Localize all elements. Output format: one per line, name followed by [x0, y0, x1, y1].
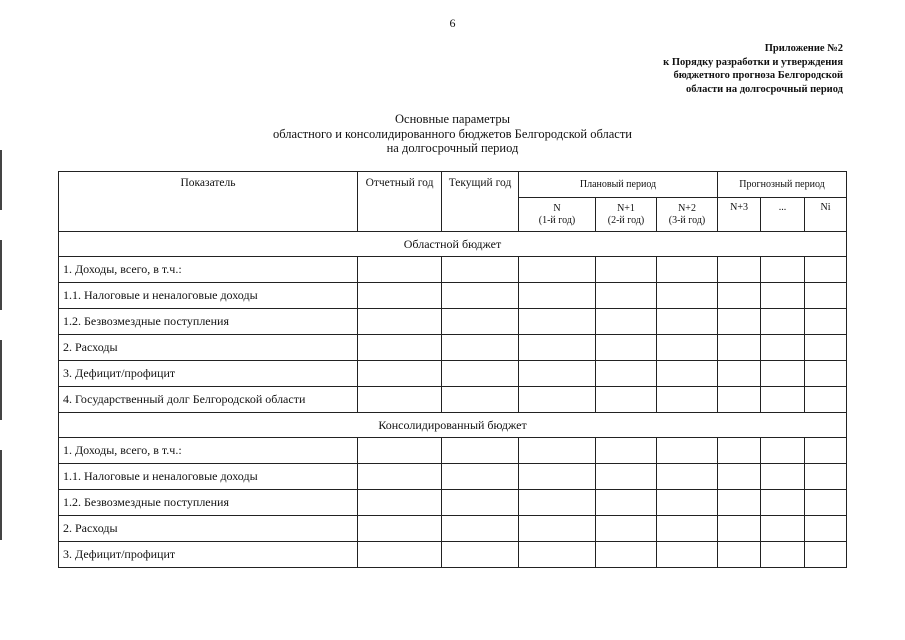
row-label: 3. Дефицит/профицит — [59, 542, 358, 568]
row-label: 1.2. Безвозмездные поступления — [59, 309, 358, 335]
section-regional-budget: Областной бюджет — [59, 232, 847, 257]
header-year-label: N+1 — [617, 202, 635, 214]
row-label: 1.2. Безвозмездные поступления — [59, 490, 358, 516]
table-row — [59, 490, 847, 516]
table-row — [59, 257, 847, 283]
table-row — [59, 335, 847, 361]
section-consolidated-budget: Консолидированный бюджет — [59, 413, 847, 438]
appendix-line: Приложение №2 — [764, 43, 843, 54]
header-current-year: Текущий год — [442, 172, 519, 232]
header-forecast-period: Прогнозный период — [718, 172, 847, 198]
scan-edge-mark — [0, 450, 2, 540]
row-label: 1.1. Налоговые и неналоговые доходы — [59, 283, 358, 309]
row-label: 1. Доходы, всего, в т.ч.: — [59, 438, 358, 464]
title-line: Основные параметры — [395, 112, 510, 126]
title-line: на долгосрочный период — [386, 141, 519, 155]
table-row — [59, 283, 847, 309]
scan-edge-mark — [0, 240, 2, 310]
header-year-note: (2-й год) — [607, 214, 645, 226]
appendix-line: к Порядку разработки и утверждения — [663, 56, 843, 68]
appendix-line: области на долгосрочный период — [685, 83, 843, 95]
row-label: 4. Государственный долг Белгородской области — [59, 387, 358, 413]
header-year-label: N+2 — [678, 202, 696, 214]
header-year-note: (1-й год) — [538, 214, 576, 226]
header-year-ni: Ni — [805, 198, 847, 232]
header-year-n — [519, 198, 596, 232]
table-row — [59, 516, 847, 542]
header-planning-period: Плановый период — [519, 172, 718, 198]
row-label: 1.1. Налоговые и неналоговые доходы — [59, 464, 358, 490]
title-line: областного и консолидированного бюджетов Белгородской области — [272, 126, 632, 141]
document-title — [0, 112, 905, 156]
parameters-table — [58, 171, 847, 568]
row-label: 2. Расходы — [59, 516, 358, 542]
table-row — [59, 438, 847, 464]
header-indicator: Показатель — [59, 172, 358, 232]
header-year-n3: N+3 — [718, 198, 761, 232]
scan-edge-mark — [0, 340, 2, 420]
header-year-n1 — [596, 198, 657, 232]
appendix-line: бюджетного прогноза Белгородской — [673, 70, 843, 81]
header-year-n2 — [657, 198, 718, 232]
header-year-ellipsis: ... — [761, 198, 805, 232]
header-year-note: (3-й год) — [668, 214, 706, 226]
table-row — [59, 387, 847, 413]
page-number: 6 — [449, 16, 456, 30]
header-year-label: N — [553, 202, 561, 214]
row-label: 2. Расходы — [59, 335, 358, 361]
table-row — [59, 542, 847, 568]
appendix-note — [663, 42, 843, 96]
table-row — [59, 464, 847, 490]
header-reported-year: Отчетный год — [358, 172, 442, 232]
row-label: 3. Дефицит/профицит — [59, 361, 358, 387]
row-label: 1. Доходы, всего, в т.ч.: — [59, 257, 358, 283]
table-row — [59, 309, 847, 335]
table-row — [59, 361, 847, 387]
scan-edge-mark — [0, 150, 2, 210]
